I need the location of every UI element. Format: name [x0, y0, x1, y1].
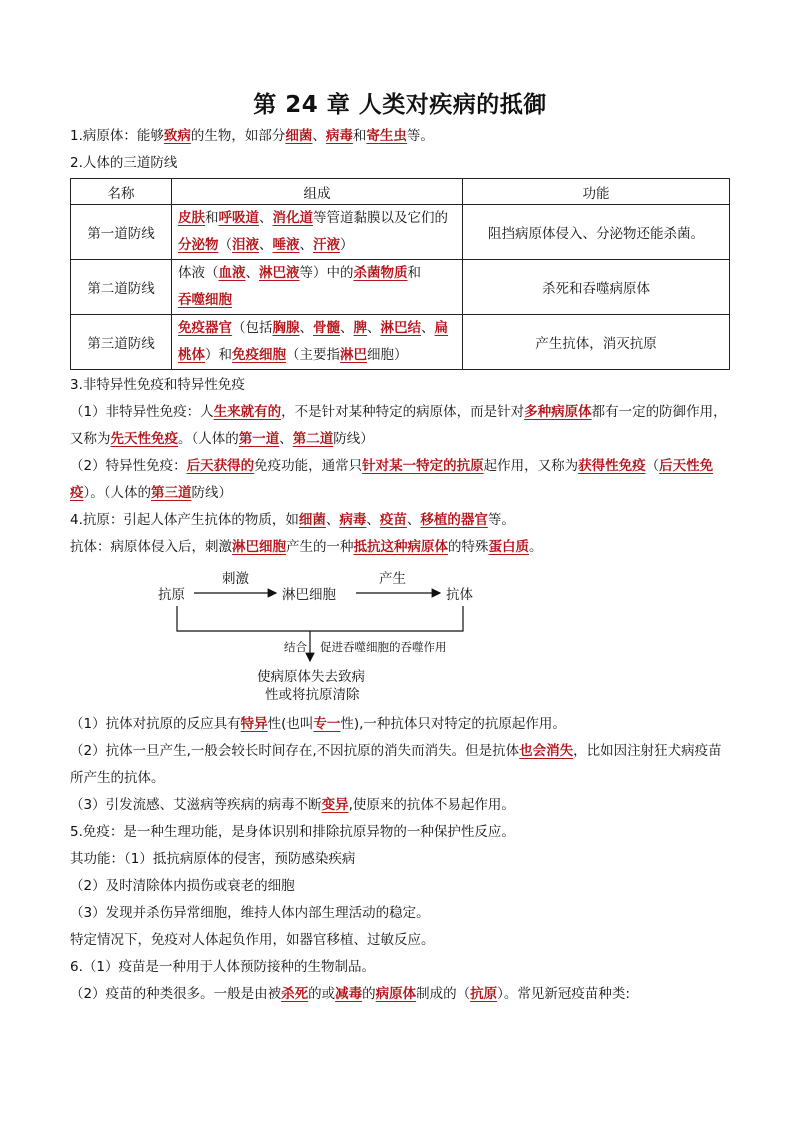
table-row — [71, 315, 730, 370]
table-header: 功能 — [463, 179, 730, 205]
table-cell-composition: 皮肤和呼吸道、消化道等管道黏膜以及它们的分泌物（泪液、唾液、汗液） — [172, 205, 463, 260]
bind-bracket — [177, 606, 463, 631]
diagram-stimulate: 刺激 — [222, 571, 249, 587]
vaccine-definition: 6.（1）疫苗是一种用于人体预防接种的生物制品。 — [70, 959, 375, 975]
table-cell-function: 产生抗体，消灭抗原 — [463, 315, 730, 370]
diagram-produce: 产生 — [379, 571, 406, 587]
diagram-result-1: 使病原体失去致病 — [257, 669, 365, 685]
diagram-lymphocyte: 淋巴细胞 — [282, 587, 336, 603]
antibody-point-1: （1）抗体对抗原的反应具有特异性(也叫专一性),一种抗体只对特定的抗原起作用。 — [70, 716, 566, 732]
section-3-heading: 3.非特异性免疫和特异性免疫 — [70, 377, 245, 393]
immunity-negative: 特定情况下，免疫对人体起负作用，如器官移植、过敏反应。 — [70, 932, 435, 948]
table-header: 名称 — [71, 179, 172, 205]
table-cell-function: 杀死和吞噬病原体 — [463, 260, 730, 315]
specific-immunity: （2）特异性免疫：后天获得的免疫功能，通常只针对某一特定的抗原起作用，又称为获得性免疫（后天性免疫）。（人体的第三道防线） — [70, 458, 714, 501]
section-1-pathogen: 1.病原体：能够致病的生物，如部分细菌、病毒和寄生虫等。 — [70, 128, 434, 144]
table-row — [71, 260, 730, 315]
document-page — [70, 86, 730, 1008]
page-title: 第 24 章 人类对疾病的抵御 — [253, 92, 547, 118]
diagram-antigen: 抗原 — [158, 587, 185, 603]
antibody-definition: 抗体：病原体侵入后，刺激淋巴细胞产生的一种抵抗这种病原体的特殊蛋白质。 — [70, 539, 543, 555]
table-cell-name: 第三道防线 — [71, 315, 172, 370]
table-row — [71, 205, 730, 260]
immunity-function-1: 其功能：（1）抵抗病原体的侵害，预防感染疾病 — [70, 851, 356, 867]
table-cell-function: 阻挡病原体侵入、分泌物还能杀菌。 — [463, 205, 730, 260]
table-cell-name: 第二道防线 — [71, 260, 172, 315]
antibody-point-2: （2）抗体一旦产生,一般会较长时间存在,不因抗原的消失而消失。但是抗体也会消失，比如因注射狂犬病疫苗所产生的抗体。 — [70, 743, 722, 786]
antibody-point-3: （3）引发流感、艾滋病等疾病的病毒不断变异,使原来的抗体不易起作用。 — [70, 797, 515, 813]
keyword: 致病 — [163, 128, 191, 144]
vaccine-types: （2）疫苗的种类很多。一般是由被杀死的或减毒的病原体制成的（抗原）。常见新冠疫苗种类: — [70, 986, 630, 1002]
diagram-bind: 结合 — [284, 640, 307, 654]
table-cell-name: 第一道防线 — [71, 205, 172, 260]
diagram-antibody: 抗体 — [446, 587, 473, 603]
nonspecific-immunity: （1）非特异性免疫：人生来就有的，不是针对某种特定的病原体，而是针对多种病原体都有一定的防御作用，又称为先天性免疫。（人体的第一道、第二道防线） — [70, 404, 727, 447]
antigen-definition: 4.抗原：引起人体产生抗体的物质，如细菌、病毒、疫苗、移植的器官等。 — [70, 512, 515, 528]
diagram-promote: 促进吞噬细胞的吞噬作用 — [320, 640, 447, 654]
table-header-row — [71, 179, 730, 205]
diagram-result-2: 性或将抗原清除 — [265, 687, 360, 703]
immunity-definition: 5.免疫：是一种生理功能，是身体识别和排除抗原异物的一种保护性反应。 — [70, 824, 515, 840]
immunity-function-3: （3）发现并杀伤异常细胞，维持人体内部生理活动的稳定。 — [70, 905, 430, 921]
keyword: 细菌 — [285, 128, 313, 144]
table-cell-composition: 免疫器官（包括胸腺、骨髓、脾、淋巴结、扁桃体）和免疫细胞（主要指淋巴细胞） — [172, 315, 463, 370]
antibody-flow-diagram — [70, 561, 730, 711]
keyword: 寄生虫 — [366, 128, 407, 144]
table-header: 组成 — [172, 179, 463, 205]
immunity-function-2: （2）及时清除体内损伤或衰老的细胞 — [70, 878, 295, 894]
section-2-heading: 2.人体的三道防线 — [70, 155, 178, 171]
keyword: 病毒 — [325, 128, 353, 144]
table-cell-composition: 体液（血液、淋巴液等）中的杀菌物质和 吞噬细胞 — [172, 260, 463, 315]
defense-lines-table — [70, 178, 730, 370]
